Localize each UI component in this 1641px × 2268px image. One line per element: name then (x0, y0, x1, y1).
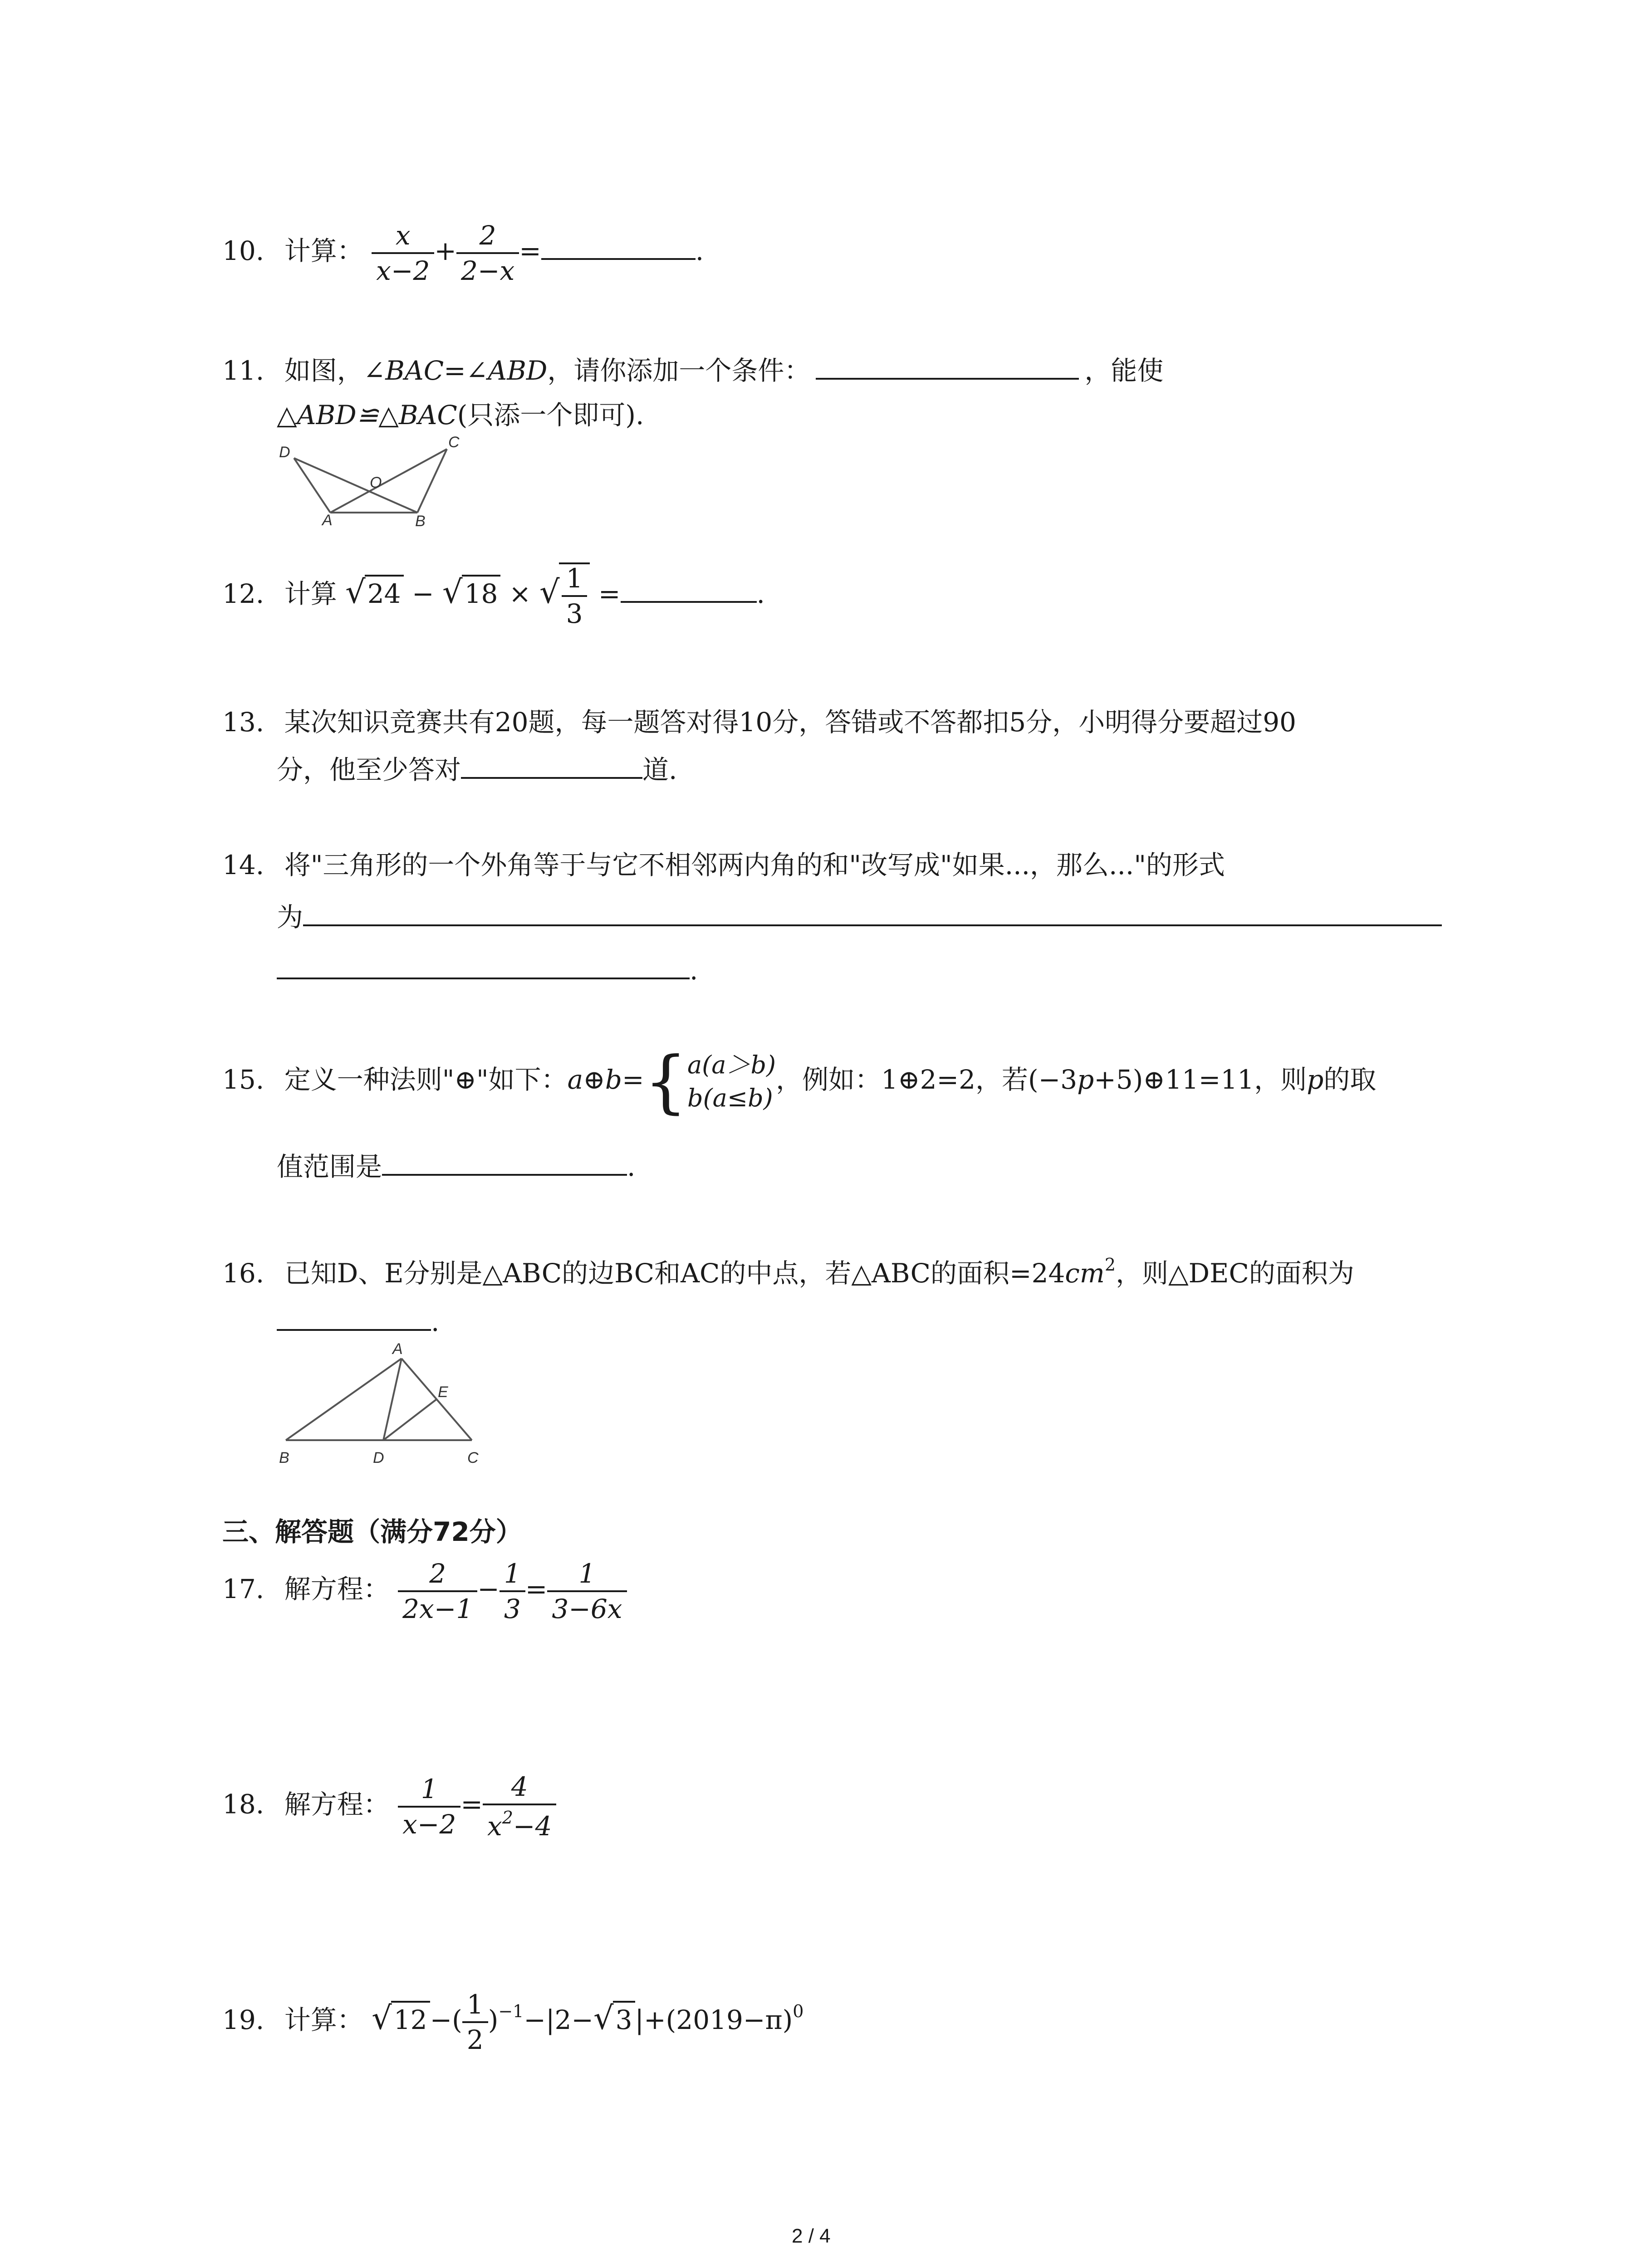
question-number: 10. (222, 235, 265, 267)
fraction: $\frac{x}{x-2}$ (372, 222, 434, 284)
label-A: A (322, 512, 333, 526)
question-17: 17. 解方程： $\frac{2}{2x-1}$ − $\frac{1}{3}$ = $\frac{1}{3-6x}$ (222, 1560, 627, 1622)
fraction: $\frac{4}{x^2-4}$ (483, 1774, 556, 1839)
answer-blank (277, 1329, 431, 1331)
question-14-line3: . (277, 955, 698, 986)
question-11-line1: 11. 如图，∠BAC=∠ABD，请你添加一个条件： ，能使 (222, 355, 1164, 386)
question-16-line1: 16. 已知D、E分别是△ABC的边BC和AC的中点，若△ABC的面积$=24cm^2$，则△DEC的面积为 (222, 1255, 1354, 1289)
question-10: 10. 计算： $\frac{x}{x-2}$ + $\frac{2}{2-x}$ = . (222, 220, 704, 286)
fraction: $\frac{1}{2}$ (462, 1991, 488, 2053)
question-number: 16. (222, 1258, 265, 1289)
question-number: 11. (222, 355, 265, 386)
sqrt-sign: √ (345, 573, 366, 611)
question-19: 19. 计算： √12 −( $\frac{1}{2}$ )$^{-1}$−|2−√3 $|+(2019-\pi)^0$ (222, 1989, 804, 2055)
answer-blank (541, 258, 696, 260)
label-A: A (392, 1340, 403, 1358)
question-16-line2: . (277, 1306, 439, 1337)
question-12: 12. 计算 √24 − √18 × √ $\frac{1}{3}$ = . (222, 563, 765, 629)
brace: { (644, 1042, 687, 1121)
question-number: 14. (222, 850, 265, 880)
question-18: 18. 解方程： $\frac{1}{x-2}$ = $\frac{4}{x^2-4}$ (222, 1774, 556, 1839)
answer-blank (277, 977, 690, 979)
question-number: 17. (222, 1574, 265, 1605)
sqrt-sign: √ (539, 573, 560, 611)
label-B: B (415, 513, 426, 526)
page-number: 2 / 4 (792, 2225, 831, 2247)
sqrt-sign: √ (372, 1999, 392, 2037)
answer-blank (816, 377, 1079, 380)
question-13-line1: 13. 某次知识竞赛共有20题，每一题答对得10分，答错或不答都扣5分，小明得分要超过90 (222, 707, 1297, 738)
answer-blank (303, 924, 1442, 926)
answer-blank (621, 601, 757, 603)
answer-blank (382, 1173, 627, 1176)
piecewise-cases: a(a＞b) b(a≤b) (687, 1051, 776, 1112)
label-C: C (467, 1449, 479, 1466)
label-O: O (370, 474, 382, 491)
question-15-line1: 15. 定义一种法则"⊕"如下：a⊕b={ a(a＞b) b(a≤b) ，例如：1⊕2=2，若(−3p+5)⊕11=11，则p的取 (222, 1042, 1376, 1121)
question-label: 计算： (284, 235, 363, 267)
question-11-line2: △ABD≌△BAC(只添一个即可). (277, 400, 644, 430)
fraction: $\frac{2}{2-x}$ (456, 222, 519, 284)
question-number: 15. (222, 1064, 265, 1095)
question-number: 19. (222, 2004, 265, 2036)
question-14-line2: 为 (277, 896, 1442, 934)
question-13-line2: 分，他至少答对 道. (277, 754, 677, 785)
label-D: D (279, 444, 290, 461)
label-E: E (438, 1383, 448, 1401)
section-heading: 三、解答题（满分72分） (222, 1516, 522, 1547)
label-C: C (448, 434, 460, 451)
figure-q16 (272, 1336, 490, 1467)
label-B: B (279, 1449, 289, 1466)
question-number: 13. (222, 707, 265, 738)
answer-blank (461, 777, 642, 779)
fraction: $\frac{1}{3-6x}$ (547, 1560, 627, 1622)
sqrt-sign: √ (442, 573, 463, 611)
figure-q11 (277, 431, 467, 526)
question-14-line1: 14. 将"三角形的一个外角等于与它不相邻两内角的和"改写成"如果...，那么..."的形式 (222, 850, 1225, 880)
label-D: D (373, 1449, 384, 1466)
fraction: $\frac{1}{3}$ (562, 565, 588, 627)
fraction: $\frac{1}{3}$ (500, 1560, 525, 1622)
question-number: 12. (222, 578, 265, 610)
question-number: 18. (222, 1789, 265, 1820)
fraction: $\frac{2}{2x-1}$ (398, 1560, 477, 1622)
sqrt-sign: √ (593, 1999, 614, 2037)
question-15-line2: 值范围是 . (277, 1151, 636, 1182)
fraction: $\frac{1}{x-2}$ (398, 1776, 460, 1838)
